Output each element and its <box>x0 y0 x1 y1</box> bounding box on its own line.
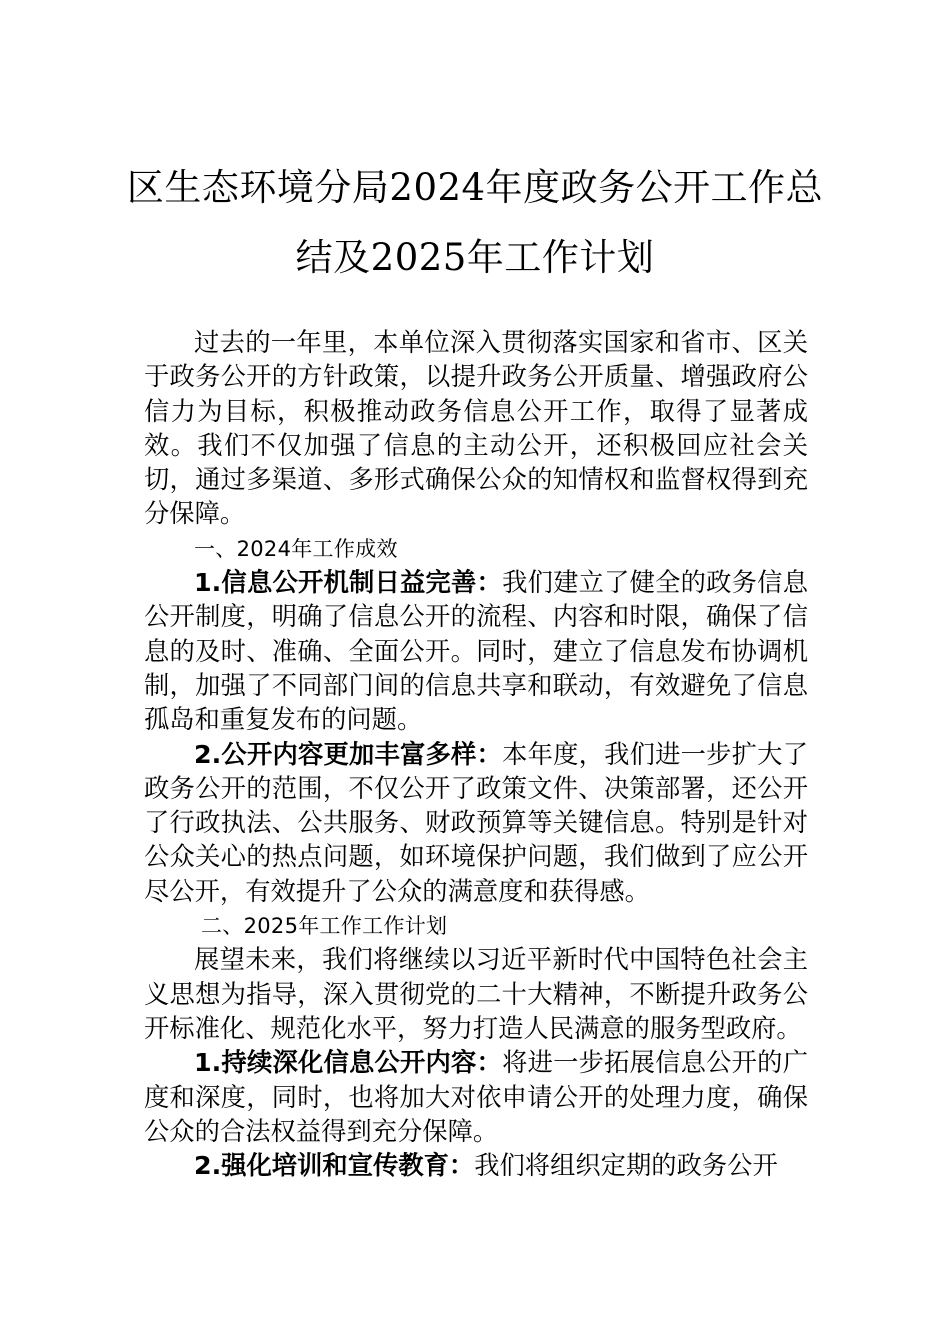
document-title-line-1: 区生态环境分局2024年度政务公开工作总 <box>126 166 824 209</box>
section-2-intro: 展望未来，我们将继续以习近平新时代中国特色社会主义思想为指导，深入贯彻党的二十大精神，不断提升政务公开标准化、规范化水平，努力打造人民满意的服务型政府。 <box>144 945 808 1043</box>
section-1-heading: 一、2024年工作成效 <box>194 536 398 561</box>
section-2-item-2 <box>144 1149 808 1183</box>
section-2-item-2-lead: 2.强化培训和宣传教育： <box>194 1151 475 1181</box>
document-title-line-2: 结及2025年工作计划 <box>295 236 655 279</box>
section-1-item-1-text: 我们建立了健全的政务信息公开制度，明确了信息公开的流程、内容和时限，确保了信息的及时、准确、全面公开。同时，建立了信息发布协调机制，加强了不同部门间的信息共享和联动，有效避免了信息孤岛和重复发布的问题。 <box>144 568 808 735</box>
section-1-item-2-lead: 2.公开内容更加丰富多样： <box>194 739 503 769</box>
intro-paragraph: 过去的一年里，本单位深入贯彻落实国家和省市、区关于政务公开的方针政策，以提升政务公开质量、增强政府公信力为目标，积极推动政务信息公开工作，取得了显著成效。我们不仅加强了信息的主动公开，还积极回应社会关切，通过多渠道、多形式确保公众的知情权和监督权得到充分保障。 <box>144 328 808 529</box>
section-1-item-1 <box>144 566 808 737</box>
section-1-item-1-lead: 1.信息公开机制日益完善： <box>194 568 503 598</box>
section-2-item-2-text: 我们将组织定期的政务公开 <box>474 1151 778 1181</box>
section-2-item-1 <box>144 1046 808 1149</box>
section-2-item-1-lead: 1.持续深化信息公开内容： <box>194 1048 503 1078</box>
section-2-heading: 二、2025年工作工作计划 <box>201 914 448 939</box>
section-1-item-2 <box>144 738 808 909</box>
section-1-item-2-text: 本年度，我们进一步扩大了政务公开的范围，不仅公开了政策文件、决策部署，还公开了行政执法、公共服务、财政预算等关键信息。特别是针对公众关心的热点问题，如环境保护问题，我们做到了应公开尽公开，有效提升了公众的满意度和获得感。 <box>144 739 808 906</box>
document-body <box>144 326 808 1183</box>
section-2-item-1-text: 将进一步拓展信息公开的广度和深度，同时，也将加大对依申请公开的处理力度，确保公众的合法权益得到充分保障。 <box>144 1048 808 1146</box>
